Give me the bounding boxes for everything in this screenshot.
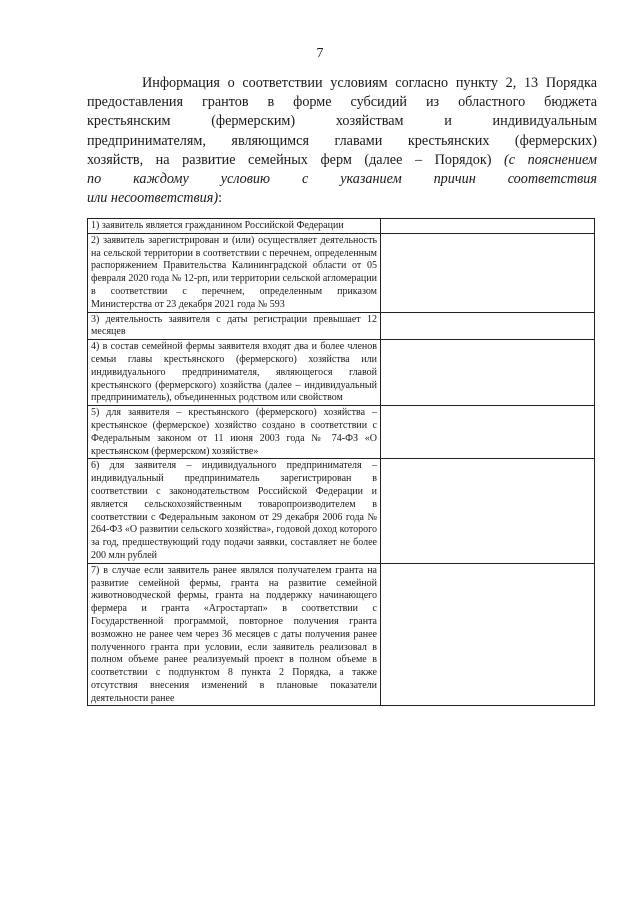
intro-note: (с пояснением — [504, 151, 597, 168]
table-row — [88, 233, 595, 312]
condition-cell: 7) в случае если заявитель ранее являлся получателем гранта на развитие семейной фермы, гранта на развитие семейной животноводческой фермы, гранта на поддержку начинающего фермера и гранта «Агростартап» в соответствии с Государственной программой, повторное получения гранта возможно не ранее чем через 36 месяцев с даты получения ранее полученного гранта при условии, если заявитель реализовал в полном объеме ранее реализуемый проект в полном объеме в соответствии с подпунктом 8 пункта 2 Порядка, а также отсутствия внесения изменений в плановые показатели деятельности ранее — [88, 563, 381, 706]
response-cell[interactable] — [381, 406, 595, 459]
intro-note-line: по каждому условию с указанием причин соответствия — [87, 171, 597, 188]
condition-cell: 1) заявитель является гражданином Российской Федерации — [88, 219, 381, 234]
intro-line-text: хозяйств, на развитие семейных ферм (далее – Порядок) — [87, 151, 505, 168]
table-row — [88, 340, 595, 406]
intro-paragraph — [87, 74, 597, 208]
condition-cell: 5) для заявителя – крестьянского (фермерского) хозяйства – крестьянское (фермерское) хозяйство создано в соответствии с Федеральным законом от 11 июня 2003 года № 74-ФЗ «О крестьянском (фермерском) хозяйстве» — [88, 406, 381, 459]
conditions-table — [87, 218, 595, 706]
intro-line: крестьянским (фермерским) хозяйствам и индивидуальным — [87, 113, 597, 130]
page-number: 7 — [316, 46, 324, 61]
intro-line — [87, 189, 597, 208]
intro-line: Информация о соответствии условиям согласно пункту 2, 13 Порядка — [142, 75, 597, 91]
response-cell[interactable] — [381, 312, 595, 340]
intro-line: предоставления грантов в форме субсидий из областного бюджета — [87, 94, 597, 111]
response-cell[interactable] — [381, 459, 595, 563]
table-row — [88, 563, 595, 706]
table-row — [88, 459, 595, 563]
intro-line — [87, 151, 597, 170]
intro-colon: : — [218, 190, 223, 207]
condition-cell: 2) заявитель зарегистрирован и (или) осуществляет деятельность на сельской территории в соответствии с перечнем, определенным распоряжением Правительства Калининградской области от 05 февраля 2020 года № 12-рп, или территории сельской агломерации в соответствии с перечнем, определенным приказом Министерства от 23 декабря 2021 года № 593 — [88, 233, 381, 312]
condition-cell: 4) в состав семейной фермы заявителя входят два и более членов семьи главы крестьянского (фермерского) хозяйства или индивидуального предпринимателя, являющегося главой крестьянского (фермерского) хозяйства (далее – индивидуальный предприниматель), объединенных родством или свойством — [88, 340, 381, 406]
table-row — [88, 312, 595, 340]
response-cell[interactable] — [381, 340, 595, 406]
response-cell[interactable] — [381, 219, 595, 234]
response-cell[interactable] — [381, 563, 595, 706]
condition-cell: 3) деятельность заявителя с даты регистрации превышает 12 месяцев — [88, 312, 381, 340]
intro-line: предпринимателям, являющимся главами крестьянских (фермерских) — [87, 132, 597, 149]
intro-note: или несоответствия) — [87, 190, 219, 207]
table-row — [88, 219, 595, 234]
response-cell[interactable] — [381, 233, 595, 312]
condition-cell: 6) для заявителя – индивидуального предпринимателя – индивидуальный предприниматель зарегистрирован в соответствии с законодательством Российской Федерации и является сельскохозяйственным товаропроизводителем в соответствии с Федеральным законом от 29 декабря 2006 года № 264-ФЗ «О развитии сельского хозяйства», годовой доход которого за год, предшествующий году подачи заявки, составляет не более 200 млн рублей — [88, 459, 381, 563]
table-row — [88, 406, 595, 459]
